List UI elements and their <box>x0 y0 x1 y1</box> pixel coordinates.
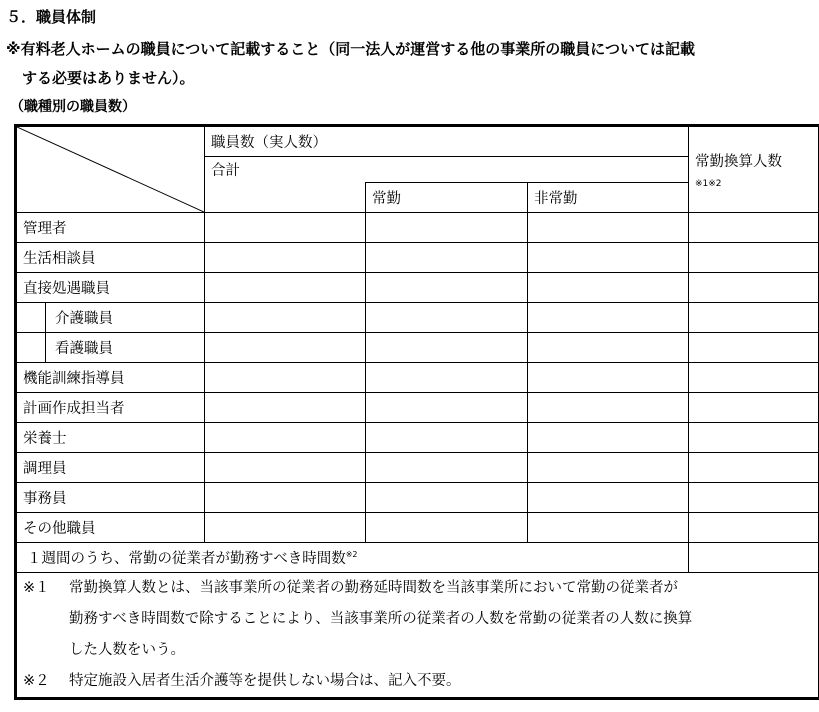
table-row <box>16 243 819 273</box>
total-cell[interactable] <box>205 303 366 333</box>
notes-cell <box>16 573 819 699</box>
fte-cell[interactable] <box>689 423 819 453</box>
fulltime-cell[interactable] <box>366 483 528 513</box>
row-label: 直接処遇職員 <box>16 273 205 303</box>
note-1-line-1: 常勤換算人数とは、当該事業所の従業者の勤務延時間数を当該事業所において常勤の従業者が <box>69 580 678 596</box>
total-cell[interactable] <box>205 363 366 393</box>
total-cell[interactable] <box>205 513 366 543</box>
header-total: 合計 <box>205 157 689 183</box>
fulltime-cell[interactable] <box>366 363 528 393</box>
diagonal-header-cell <box>16 126 205 213</box>
parttime-cell[interactable] <box>528 273 689 303</box>
parttime-cell[interactable] <box>528 483 689 513</box>
note-2 <box>23 666 812 697</box>
notes-row <box>16 573 819 699</box>
fulltime-cell[interactable] <box>366 453 528 483</box>
total-cell[interactable] <box>205 423 366 453</box>
instruction-line-1: ※有料老人ホームの職員について記載すること（同一法人が運営する他の事業所の職員については記載 <box>6 40 695 58</box>
header-fulltime: 常勤 <box>366 183 528 213</box>
fte-cell[interactable] <box>689 213 819 243</box>
row-label: 栄養士 <box>16 423 205 453</box>
parttime-cell[interactable] <box>528 423 689 453</box>
weekly-hours-row <box>16 543 819 573</box>
staff-table <box>14 124 819 700</box>
total-cell[interactable] <box>205 243 366 273</box>
table-row <box>16 363 819 393</box>
total-cell[interactable] <box>205 393 366 423</box>
fte-cell[interactable] <box>689 243 819 273</box>
parttime-cell[interactable] <box>528 333 689 363</box>
parttime-cell[interactable] <box>528 363 689 393</box>
row-label: 事務員 <box>16 483 205 513</box>
total-cell[interactable] <box>205 483 366 513</box>
row-label-cell <box>16 333 205 363</box>
total-cell[interactable] <box>205 453 366 483</box>
parttime-cell[interactable] <box>528 243 689 273</box>
row-label: 介護職員 <box>55 311 113 327</box>
row-label: 生活相談員 <box>16 243 205 273</box>
fte-cell[interactable] <box>689 273 819 303</box>
fulltime-cell[interactable] <box>366 513 528 543</box>
total-cell[interactable] <box>205 333 366 363</box>
section-title: ５．職員体制 <box>6 8 97 26</box>
header-fte: 常勤換算人数 <box>695 154 782 170</box>
note-1-line-2: 勤務すべき時間数で除することにより、当該事業所の従業者の人数を常勤の従業者の人数に換算 <box>69 611 693 627</box>
fulltime-cell[interactable] <box>366 213 528 243</box>
fte-cell[interactable] <box>689 453 819 483</box>
weekly-hours-label: １週間のうち、常勤の従業者が勤務すべき時間数 <box>27 551 346 567</box>
table-caption: （職種別の職員数） <box>10 99 136 115</box>
fte-cell[interactable] <box>689 333 819 363</box>
row-label: 管理者 <box>16 213 205 243</box>
parttime-cell[interactable] <box>528 453 689 483</box>
table-row <box>16 213 819 243</box>
table-row <box>16 333 819 363</box>
total-cell[interactable] <box>205 273 366 303</box>
note-1-mark: ※１ <box>23 580 50 596</box>
row-label: 調理員 <box>16 453 205 483</box>
fulltime-cell[interactable] <box>366 333 528 363</box>
fulltime-cell[interactable] <box>366 243 528 273</box>
header-fte-cell <box>689 126 819 213</box>
fulltime-cell[interactable] <box>366 273 528 303</box>
header-parttime: 非常勤 <box>528 183 689 213</box>
fte-cell[interactable] <box>689 303 819 333</box>
header-fte-note: ※1※2 <box>695 179 722 189</box>
diagonal-line <box>17 127 204 212</box>
table-row <box>16 453 819 483</box>
parttime-cell[interactable] <box>528 213 689 243</box>
row-label-cell <box>16 303 205 333</box>
parttime-cell[interactable] <box>528 303 689 333</box>
instruction-line-2: する必要はありません）。 <box>22 69 195 87</box>
table-row <box>16 423 819 453</box>
note-2-text: 特定施設入居者生活介護等を提供しない場合は、記入不要。 <box>69 673 461 689</box>
table-row <box>16 303 819 333</box>
fulltime-cell[interactable] <box>366 303 528 333</box>
table-row <box>16 393 819 423</box>
row-label: 機能訓練指導員 <box>16 363 205 393</box>
fte-cell[interactable] <box>689 483 819 513</box>
note-1-line-3: した人数をいう。 <box>69 642 185 658</box>
table-row <box>16 513 819 543</box>
fulltime-cell[interactable] <box>366 393 528 423</box>
row-label: 計画作成担当者 <box>16 393 205 423</box>
fte-cell[interactable] <box>689 513 819 543</box>
total-cell[interactable] <box>205 213 366 243</box>
weekly-hours-value-cell[interactable] <box>689 543 819 573</box>
table-row <box>16 273 819 303</box>
parttime-cell[interactable] <box>528 393 689 423</box>
header-total-blank <box>205 183 366 213</box>
row-label: 看護職員 <box>55 341 113 357</box>
fte-cell[interactable] <box>689 363 819 393</box>
fte-cell[interactable] <box>689 393 819 423</box>
row-label: その他職員 <box>16 513 205 543</box>
parttime-cell[interactable] <box>528 513 689 543</box>
table-row <box>16 483 819 513</box>
weekly-hours-label-cell <box>16 543 689 573</box>
weekly-hours-note: ※2 <box>345 550 358 559</box>
header-staff-count: 職員数（実人数） <box>205 126 689 157</box>
note-1 <box>23 573 812 666</box>
note-2-mark: ※２ <box>23 673 50 689</box>
fulltime-cell[interactable] <box>366 423 528 453</box>
